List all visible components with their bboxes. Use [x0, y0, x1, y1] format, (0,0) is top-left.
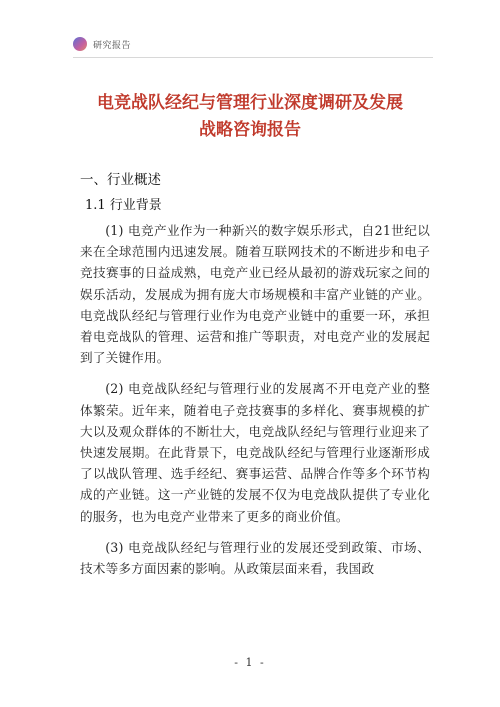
report-header	[73, 34, 433, 54]
document-title	[60, 90, 440, 144]
paragraph-1: (1) 电竞产业作为一种新兴的数字娱乐形式，自21世纪以来在全球范围内迅速发展。随着互联网技术的不断进步和电子竞技赛事的日益成熟，电竞产业已经从最初的游戏玩家之间的娱乐活动，发展成为拥有庞大市场规模和丰富产业链的产业。电竞战队经纪与管理行业作为电竞产业链中的重要一环，承担着电竞战队的管理、运营和推广等职责，对电竞产业的发展起到了关键作用。	[80, 223, 430, 366]
header-divider	[73, 57, 433, 58]
title-line-2: 战略咨询报告	[199, 120, 301, 140]
header-label: 研究报告	[93, 40, 132, 51]
page-number: - 1 -	[234, 656, 266, 669]
title-line-1: 电竞战队经纪与管理行业深度调研及发展	[97, 93, 403, 113]
paragraph-2: (2) 电竞战队经纪与管理行业的发展离不开电竞产业的整体繁荣。近年来，随着电子竞技赛事的多样化、赛事规模的扩大以及观众群体的不断壮大，电竞战队经纪与管理行业迎来了快速发展期。在此背景下，电竞战队经纪与管理行业逐渐形成了以战队管理、选手经纪、赛事运营、品牌合作等多个环节构成的产业链。这一产业链的发展不仅为电竞战队提供了专业化的服务，也为电竞产业带来了更多的商业价值。	[80, 381, 430, 524]
paragraph-3: (3) 电竞战队经纪与管理行业的发展还受到政策、市场、技术等多方面因素的影响。从政策层面来看，我国政	[80, 539, 430, 577]
section-heading: 一、行业概述	[80, 172, 161, 188]
document-body	[80, 170, 430, 589]
report-logo-icon	[73, 37, 87, 51]
subsection-heading: 1.1 行业背景	[85, 198, 162, 213]
